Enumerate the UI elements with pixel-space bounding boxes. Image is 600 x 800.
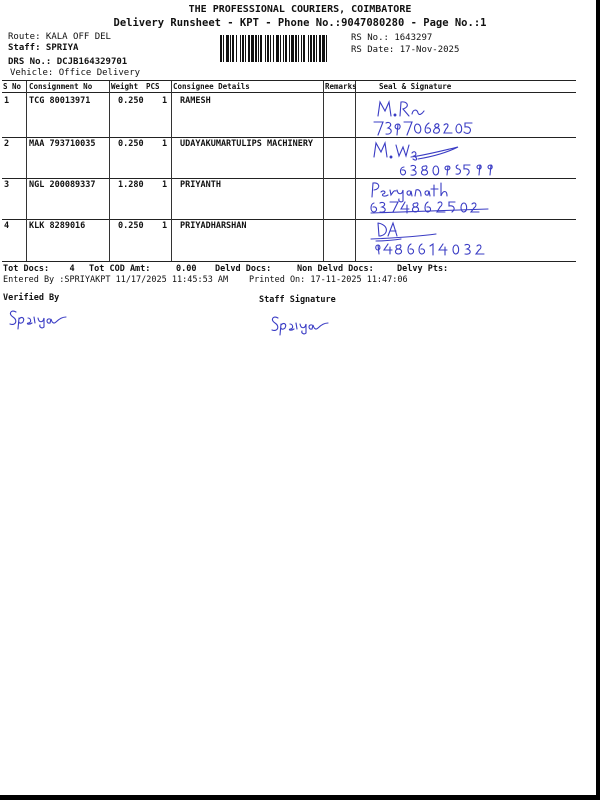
row4-weight: 0.250 <box>118 221 144 231</box>
entered-by: Entered By :SPRIYAKPT 11/17/2025 11:45:53 AM <box>3 275 229 285</box>
row2-weight: 0.250 <box>118 139 144 149</box>
company-title: THE PROFESSIONAL COURIERS, COIMBATORE <box>188 4 412 15</box>
scan-edge <box>0 795 600 800</box>
header-sno: S No <box>3 82 22 91</box>
row3-pcs: 1 <box>162 180 168 190</box>
header-remarks: Remarks <box>325 82 357 91</box>
row1-sno: 1 <box>4 96 10 106</box>
header-consignee: Consignee Details <box>173 82 250 91</box>
header-consignment: Consignment No <box>29 82 93 91</box>
table-header-rule <box>2 92 576 93</box>
barcode-image <box>219 35 347 62</box>
total-cod-amount: Tot COD Amt: 0.00 <box>89 264 197 274</box>
column-divider <box>26 81 27 261</box>
staff-signature-label: Staff Signature <box>259 295 336 305</box>
runsheet-subtitle: Delivery Runsheet - KPT - Phone No.:9047080280 - Page No.:1 <box>113 17 487 29</box>
row3-weight: 1.280 <box>118 180 144 190</box>
row3-consignee: PRIYANTH <box>180 180 221 190</box>
row4-pcs: 1 <box>162 221 168 231</box>
verifier-signature <box>6 305 76 331</box>
table-bottom-rule <box>2 261 576 262</box>
signature-row2 <box>366 137 536 179</box>
row2-sno: 2 <box>4 139 10 149</box>
rs-date: RS Date: 17-Nov-2025 <box>351 45 460 55</box>
staff-label: Staff: SPRIYA <box>8 43 79 53</box>
table-top-rule <box>2 80 576 81</box>
scan-edge <box>596 0 600 800</box>
signature-row4 <box>366 219 516 261</box>
row2-consignee: UDAYAKUMARTULIPS MACHINERY <box>180 139 314 149</box>
row4-sno: 4 <box>4 221 10 231</box>
printed-on: Printed On: 17-11-2025 11:47:06 <box>249 275 408 285</box>
signature-row3 <box>366 179 506 219</box>
delivered-docs: Delvd Docs: <box>215 264 272 274</box>
column-divider <box>109 81 110 261</box>
header-pcs: PCS <box>146 82 160 91</box>
row1-weight: 0.250 <box>118 96 144 106</box>
row1-consignment: TCG 80013971 <box>29 96 91 106</box>
row3-consignment: NGL 200089337 <box>29 180 96 190</box>
header-weight: Weight <box>111 82 139 91</box>
row1-pcs: 1 <box>162 96 168 106</box>
staff-signature <box>268 311 338 337</box>
column-divider <box>355 81 356 261</box>
drs-number: DRS No.: DCJB164329701 <box>8 57 128 67</box>
row4-consignment: KLK 8289016 <box>29 221 86 231</box>
vehicle-label: Vehicle: Office Delivery <box>10 68 141 78</box>
signature-row1 <box>366 96 516 138</box>
route-label: Route: KALA OFF DEL <box>8 32 111 42</box>
row4-consignee: PRIYADHARSHAN <box>180 221 247 231</box>
header-seal-signature: Seal & Signature <box>379 82 452 91</box>
row2-consignment: MAA 793710035 <box>29 139 96 149</box>
row1-consignee: RAMESH <box>180 96 211 106</box>
delivery-points: Delvy Pts: <box>397 264 449 274</box>
column-divider <box>171 81 172 261</box>
column-divider <box>323 81 324 261</box>
non-delivered-docs: Non Delvd Docs: <box>297 264 374 274</box>
row3-sno: 3 <box>4 180 10 190</box>
total-docs: Tot Docs: 4 <box>3 264 75 274</box>
verified-by-label: Verified By <box>3 293 60 303</box>
rs-number: RS No.: 1643297 <box>351 33 433 43</box>
row2-pcs: 1 <box>162 139 168 149</box>
